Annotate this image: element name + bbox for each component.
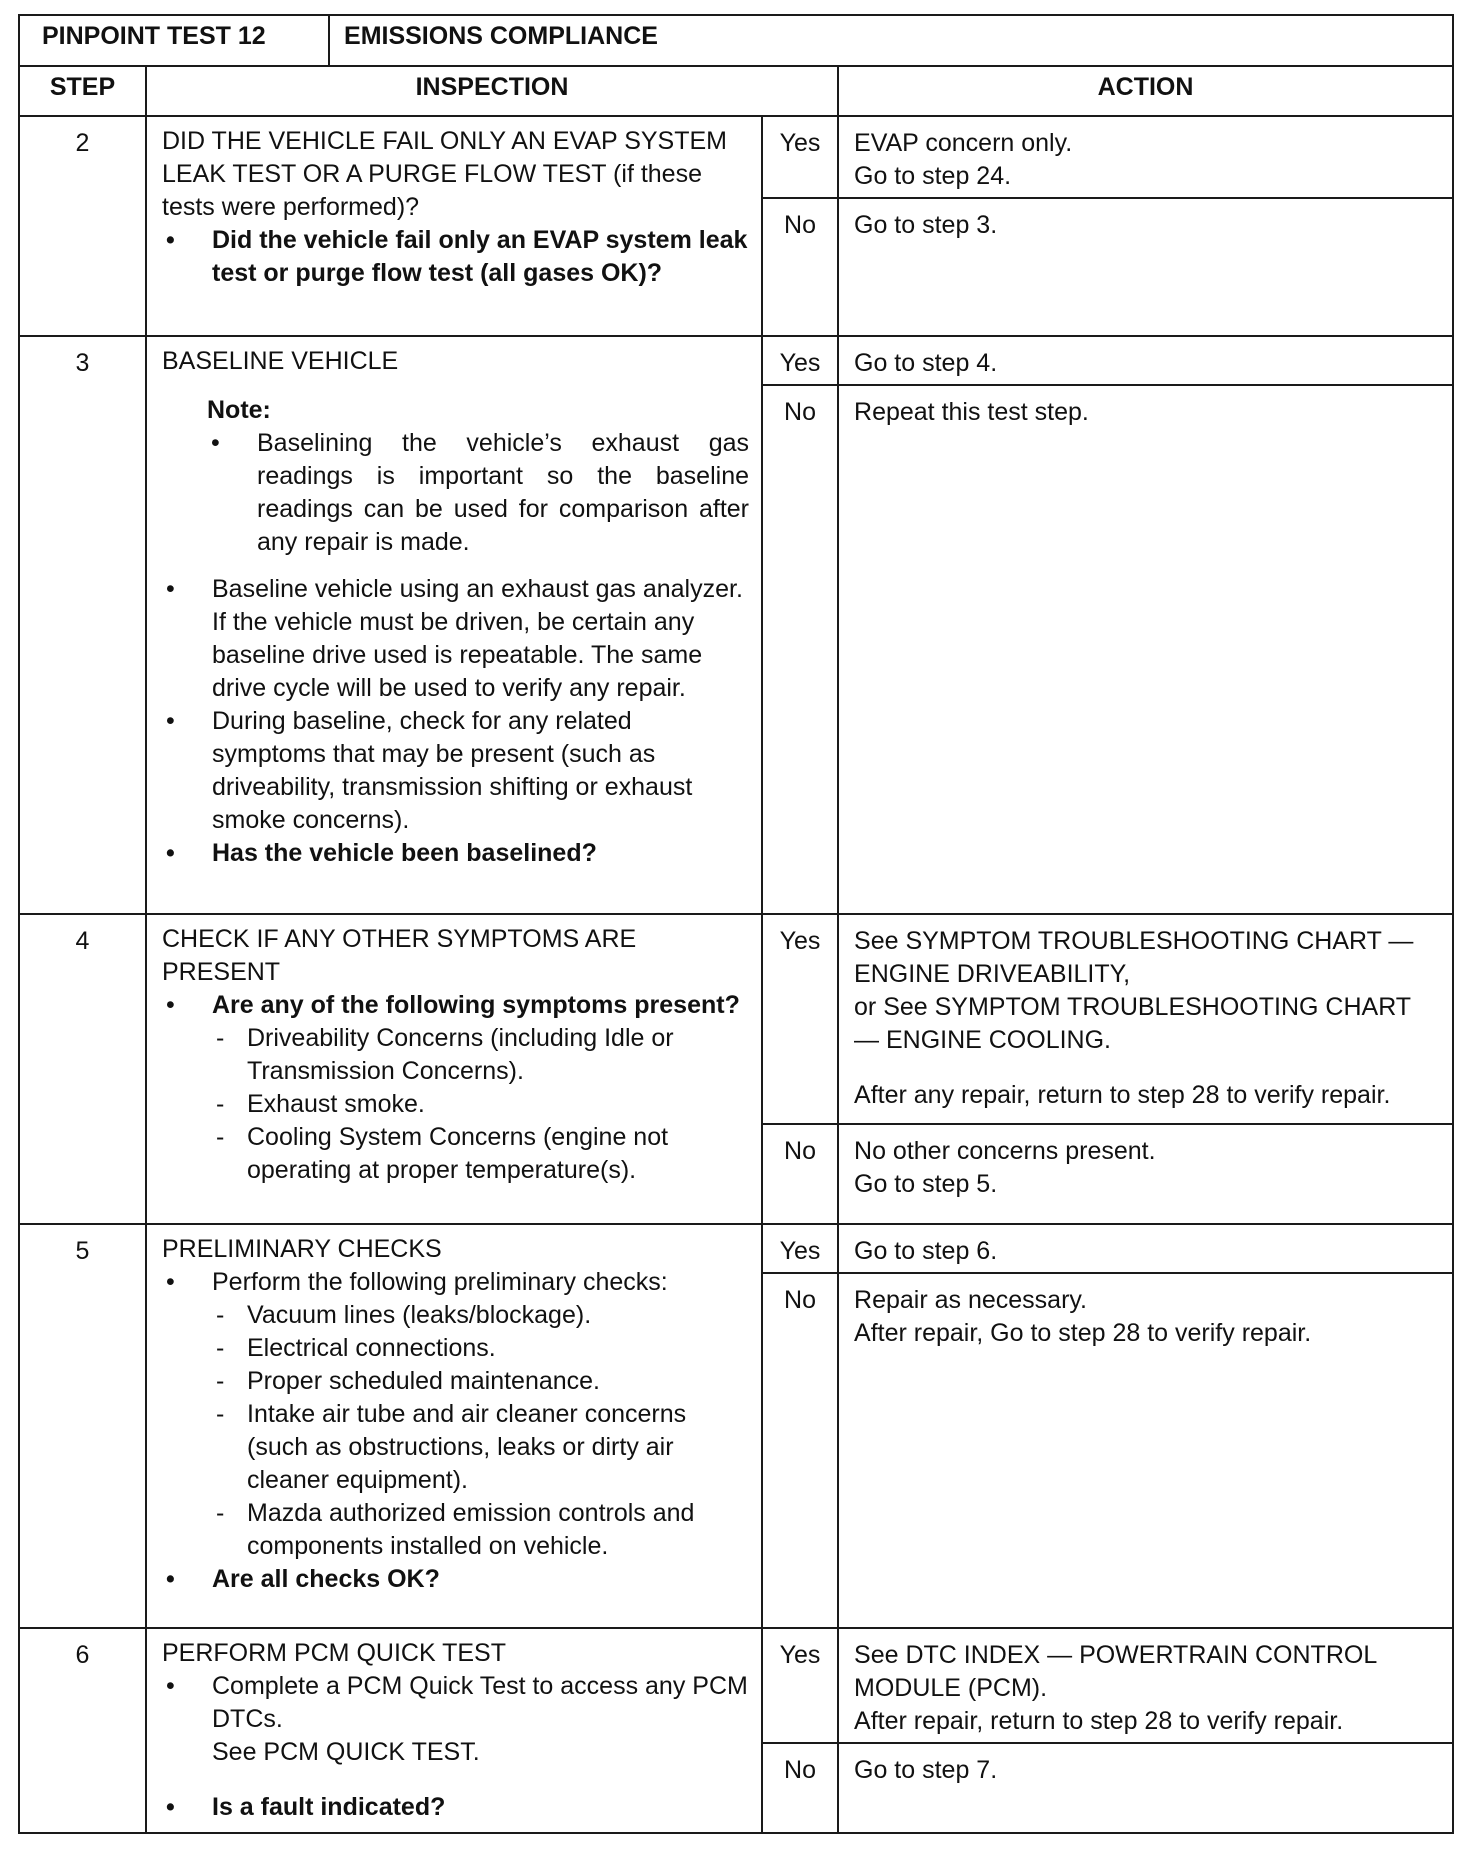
- action-line: Go to step 3.: [854, 211, 998, 239]
- yes-label: Yes: [762, 1628, 838, 1743]
- bullet-item: [162, 1670, 749, 1791]
- step-4-inspection: [146, 914, 762, 1224]
- no-label: No: [762, 1743, 838, 1833]
- action-line: After any repair, return to step 28 to verify repair.: [854, 1081, 1391, 1109]
- action-line: Go to step 24.: [854, 162, 1012, 190]
- no-label: No: [762, 198, 838, 336]
- dash-item: - Exhaust smoke.: [212, 1088, 749, 1121]
- dash-item: - Proper scheduled maintenance.: [212, 1365, 749, 1398]
- yes-label: Yes: [762, 914, 838, 1124]
- step-2-no-action: [838, 198, 1453, 336]
- step-number: 3: [19, 336, 146, 914]
- dash-item: - Vacuum lines (leaks/blockage).: [212, 1299, 749, 1332]
- step-6-no-action: [838, 1743, 1453, 1833]
- bullet-question: • Did the vehicle fail only an EVAP system leak test or purge flow test (all gases OK)?: [162, 224, 749, 290]
- action-column-header: ACTION: [838, 66, 1453, 116]
- bullet-question: • Is a fault indicated?: [162, 1791, 749, 1824]
- dash-item: - Cooling System Concerns (engine not operating at proper temperature(s).: [212, 1121, 749, 1187]
- spacer: [854, 1057, 1440, 1079]
- note-bullet: • Baselining the vehicle’s exhaust gas readings is important so the baseline readings can be used for comparison after any repair is made.: [207, 427, 749, 559]
- bullet-item: • Baseline vehicle using an exhaust gas analyzer. If the vehicle must be driven, be certain any baseline drive used is repeatable. The same drive cycle will be used to verify any repair.: [162, 573, 749, 705]
- action-line: EVAP concern only.: [854, 129, 1073, 157]
- note-title: Note:: [207, 396, 271, 424]
- bullet-list: [162, 1266, 749, 1596]
- action-line: Go to step 7.: [854, 1756, 998, 1784]
- action-line: Repair as necessary.: [854, 1286, 1087, 1314]
- dash-list: [212, 1299, 749, 1563]
- action-line: Repeat this test step.: [854, 398, 1089, 426]
- step-3-yes-action: [838, 336, 1453, 385]
- step-number: 2: [19, 116, 146, 336]
- no-label: No: [762, 385, 838, 914]
- pinpoint-test-table: [18, 14, 1454, 1834]
- action-line: Go to step 5.: [854, 1170, 998, 1198]
- spacer: [212, 1769, 749, 1791]
- bullet-question: • Are any of the following symptoms present?: [212, 991, 740, 1019]
- pinpoint-test-sheet: [18, 14, 1452, 1844]
- step-6-inspection: [146, 1628, 762, 1833]
- step-6-row: [19, 1628, 1453, 1743]
- step-number: 5: [19, 1224, 146, 1628]
- action-line: See DTC INDEX — POWERTRAIN CONTROL MODULE (PCM).: [854, 1641, 1377, 1702]
- step-heading: CHECK IF ANY OTHER SYMPTOMS ARE PRESENT: [162, 925, 637, 986]
- step-4-row: [19, 914, 1453, 1124]
- bullet-item: [162, 989, 749, 1187]
- bullet-question: • Has the vehicle been baselined?: [162, 837, 749, 870]
- step-3-no-action: [838, 385, 1453, 914]
- action-line: After repair, return to step 28 to verify repair.: [854, 1707, 1344, 1735]
- step-heading: DID THE VEHICLE FAIL ONLY AN EVAP SYSTEM LEAK TEST OR A PURGE FLOW TEST (if these tests were performed)?: [162, 127, 728, 221]
- step-5-no-action: [838, 1273, 1453, 1628]
- step-column-header: STEP: [19, 66, 146, 116]
- step-heading: PERFORM PCM QUICK TEST: [162, 1639, 507, 1667]
- bullet-reference: See PCM QUICK TEST.: [212, 1738, 480, 1766]
- bullet-text: • Complete a PCM Quick Test to access any PCM DTCs.: [212, 1672, 748, 1733]
- dash-list: [212, 1022, 749, 1187]
- step-4-no-action: [838, 1124, 1453, 1224]
- action-line: See SYMPTOM TROUBLESHOOTING CHART — ENGINE DRIVEABILITY,: [854, 927, 1414, 988]
- dash-item: - Mazda authorized emission controls and components installed on vehicle.: [212, 1497, 749, 1563]
- bullet-item: [162, 1266, 749, 1563]
- step-3-inspection: [146, 336, 762, 914]
- dash-item: - Driveability Concerns (including Idle or Transmission Concerns).: [212, 1022, 749, 1088]
- test-id: PINPOINT TEST 12: [19, 15, 329, 66]
- step-5-row: [19, 1224, 1453, 1273]
- yes-label: Yes: [762, 336, 838, 385]
- inspection-column-header: INSPECTION: [146, 66, 838, 116]
- note-block: [162, 378, 749, 573]
- step-heading: BASELINE VEHICLE: [162, 347, 399, 375]
- step-3-row: [19, 336, 1453, 385]
- action-line: Go to step 6.: [854, 1237, 998, 1265]
- action-line: No other concerns present.: [854, 1137, 1156, 1165]
- bullet-list: [162, 573, 749, 870]
- dash-item: - Intake air tube and air cleaner concerns (such as obstructions, leaks or dirty air cleaner equipment).: [212, 1398, 749, 1497]
- bullet-question: • Are all checks OK?: [162, 1563, 749, 1596]
- bullet-list: [162, 989, 749, 1187]
- yes-label: Yes: [762, 116, 838, 198]
- step-number: 6: [19, 1628, 146, 1833]
- note-bullets: [207, 427, 749, 559]
- step-2-row: [19, 116, 1453, 198]
- no-label: No: [762, 1124, 838, 1224]
- bullet-text: • Perform the following preliminary checks:: [212, 1268, 668, 1296]
- bullet-list: [162, 224, 749, 290]
- step-number: 4: [19, 914, 146, 1224]
- step-5-inspection: [146, 1224, 762, 1628]
- dash-item: - Electrical connections.: [212, 1332, 749, 1365]
- step-2-inspection: [146, 116, 762, 336]
- title-row: [19, 15, 1453, 66]
- bullet-item: • During baseline, check for any related symptoms that may be present (such as driveability, transmission shifting or exhaust smoke concerns).: [162, 705, 749, 837]
- column-header-row: [19, 66, 1453, 116]
- action-line: Go to step 4.: [854, 349, 998, 377]
- step-heading: PRELIMINARY CHECKS: [162, 1235, 442, 1263]
- step-5-yes-action: [838, 1224, 1453, 1273]
- test-title: EMISSIONS COMPLIANCE: [329, 15, 1453, 66]
- step-2-yes-action: [838, 116, 1453, 198]
- action-line: or See SYMPTOM TROUBLESHOOTING CHART — ENGINE COOLING.: [854, 993, 1411, 1054]
- yes-label: Yes: [762, 1224, 838, 1273]
- step-4-yes-action: [838, 914, 1453, 1124]
- bullet-list: [162, 1670, 749, 1824]
- step-6-yes-action: [838, 1628, 1453, 1743]
- action-line: After repair, Go to step 28 to verify repair.: [854, 1319, 1312, 1347]
- no-label: No: [762, 1273, 838, 1628]
